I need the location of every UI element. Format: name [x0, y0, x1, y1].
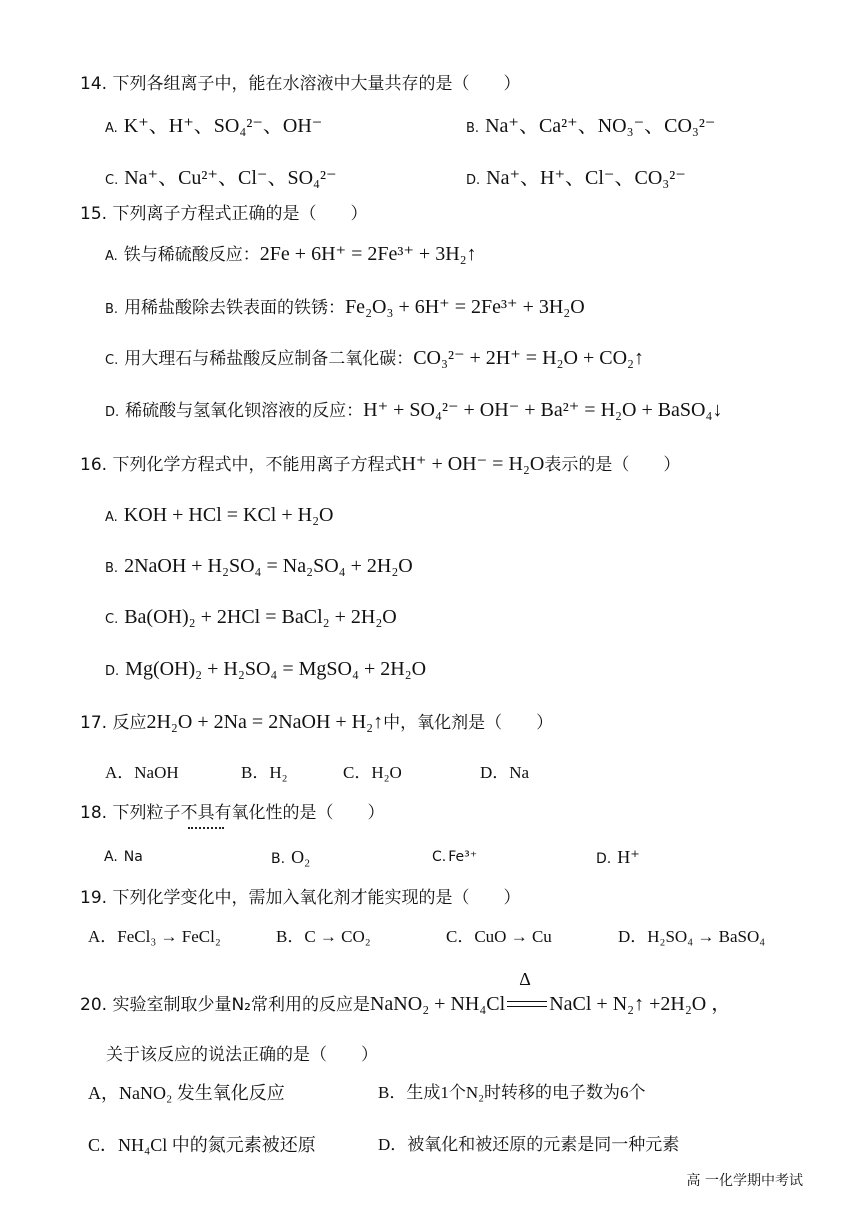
equals-line-bottom — [507, 1006, 547, 1007]
q17-option-a: A．NaOH — [105, 763, 179, 782]
stem-equation: 2H₂O + 2Na = 2NaOH + H₂↑ — [146, 711, 384, 733]
q20-option-c: C．NH₄Cl 中的氮元素被还原 — [88, 1135, 316, 1155]
stem-equation: H⁺ + OH⁻ = H₂O — [401, 453, 545, 475]
stem-text: 20. 实验室制取少量N₂常利用的反应是 — [80, 995, 370, 1015]
q17-stem — [80, 712, 553, 732]
q16-stem — [80, 454, 680, 474]
option-label: B. — [271, 851, 286, 867]
option-label: C. — [105, 353, 119, 368]
q19-option-d: D．H₂SO₄ → BaSO₄ — [618, 927, 766, 946]
reaction-condition — [507, 969, 547, 1014]
q16-option-c — [105, 607, 397, 627]
q20-option-d: D．被氧化和被还原的元素是同一种元素 — [378, 1135, 680, 1154]
option-text: 稀硫酸与氢氧化钡溶液的反应： — [125, 401, 364, 421]
option-equation: Fe₂O₃ + 6H⁺ = 2Fe³⁺ + 3H₂O — [345, 296, 585, 318]
option-text: Na — [123, 849, 143, 865]
option-label: D. — [596, 851, 612, 867]
q19-stem: 19. 下列化学变化中，需加入氧化剂才能实现的是（ ） — [80, 888, 521, 908]
option-text: H⁺ — [617, 847, 640, 867]
q18-option-a — [104, 850, 143, 864]
q15-option-b — [105, 297, 585, 317]
option-label: B. — [105, 561, 119, 576]
option-text: Na⁺、Ca²⁺、NO₃⁻、CO₃²⁻ — [485, 115, 716, 137]
stem-text: 表示的是（ ） — [544, 455, 681, 475]
option-label: B. — [105, 302, 119, 317]
q19-option-a: A．FeCl₃ → FeCl₂ — [88, 927, 221, 946]
emphasis-text: 不具有 — [180, 803, 232, 823]
option-text: Fe³⁺ — [448, 849, 478, 865]
option-label: A. — [105, 510, 118, 525]
option-label: B. — [466, 121, 480, 136]
option-text: Na⁺、H⁺、Cl⁻、CO₃²⁻ — [486, 167, 686, 189]
q20-option-a: A，NaNO₂ 发生氧化反应 — [88, 1083, 285, 1103]
option-text: 用稀盐酸除去铁表面的铁锈： — [124, 298, 346, 318]
q16-option-a — [105, 505, 334, 525]
q20-stem-2: 关于该反应的说法正确的是（ ） — [106, 1045, 378, 1065]
option-text: 用大理石与稀盐酸反应制备二氧化碳： — [124, 349, 414, 369]
option-label: A. — [105, 249, 118, 264]
equation-left: NaNO₂ + NH₄Cl — [369, 993, 506, 1015]
q15-option-d — [105, 400, 722, 420]
option-text: Na⁺、Cu²⁺、Cl⁻、SO₄²⁻ — [124, 167, 337, 189]
q17-option-c: C．H₂O — [343, 763, 402, 782]
option-equation: CO₃²⁻ + 2H⁺ = H₂O + CO₂↑ — [413, 347, 644, 369]
q15-stem: 15. 下列离子方程式正确的是（ ） — [80, 204, 368, 224]
option-label: D. — [466, 173, 481, 188]
stem-text: 18. 下列粒子 — [80, 803, 181, 823]
heat-symbol: Δ — [519, 969, 531, 989]
q19-option-b: B．C → CO₂ — [276, 927, 371, 946]
q20-option-b: B．生成1个N₂时转移的电子数为6个 — [378, 1083, 646, 1102]
option-text: Ba(OH)₂ + 2HCl = BaCl₂ + 2H₂O — [124, 606, 397, 628]
q14-option-a — [105, 116, 322, 136]
q14-option-b — [466, 116, 715, 136]
option-text: KOH + HCl = KCl + H₂O — [123, 504, 334, 526]
q14-option-d — [466, 168, 686, 188]
option-equation: 2Fe + 6H⁺ = 2Fe³⁺ + 3H₂↑ — [259, 243, 477, 265]
option-text: O₂ — [291, 847, 311, 867]
option-label: A. — [104, 849, 118, 865]
q16-option-d — [105, 659, 426, 679]
stem-text: 17. 反应 — [80, 713, 147, 733]
q18-stem — [80, 805, 384, 822]
stem-text: 氧化性的是（ ） — [231, 803, 385, 823]
option-text: Mg(OH)₂ + H₂SO₄ = MgSO₄ + 2H₂O — [125, 658, 427, 680]
q15-option-a — [105, 244, 477, 264]
page-footer: 高 一化学期中考试 — [686, 1173, 803, 1189]
option-text: K⁺、H⁺、SO₄²⁻、OH⁻ — [123, 115, 323, 137]
q19-option-c: C．CuO → Cu — [446, 927, 552, 946]
q18-option-d — [596, 848, 640, 867]
option-label: D. — [105, 405, 120, 420]
option-equation: H⁺ + SO₄²⁻ + OH⁻ + Ba²⁺ = H₂O + BaSO₄↓ — [363, 399, 723, 421]
q16-option-b — [105, 556, 413, 576]
option-label: D. — [105, 664, 120, 679]
q14-stem: 14. 下列各组离子中，能在水溶液中大量共存的是（ ） — [80, 74, 521, 94]
option-label: C. — [105, 173, 119, 188]
option-text: 铁与稀硫酸反应： — [123, 245, 260, 265]
q17-option-b: B．H₂ — [241, 763, 288, 782]
option-text: 2NaOH + H₂SO₄ = Na₂SO₄ + 2H₂O — [124, 555, 413, 577]
q18-option-b — [271, 848, 310, 867]
option-label: A. — [105, 121, 118, 136]
q15-option-c — [105, 348, 644, 368]
equation-right: NaCl + N₂↑ +2H₂O ， — [549, 993, 732, 1015]
equals-line-top — [507, 1001, 547, 1002]
option-label: C. — [432, 849, 447, 865]
stem-text: 中，氧化剂是（ ） — [383, 713, 554, 733]
option-label: C. — [105, 612, 119, 627]
q17-option-d: D．Na — [480, 763, 530, 782]
q20-stem — [80, 969, 732, 1015]
q14-option-c — [105, 168, 337, 188]
stem-text: 16. 下列化学方程式中，不能用离子方程式 — [80, 455, 402, 475]
q18-option-c — [432, 850, 477, 864]
